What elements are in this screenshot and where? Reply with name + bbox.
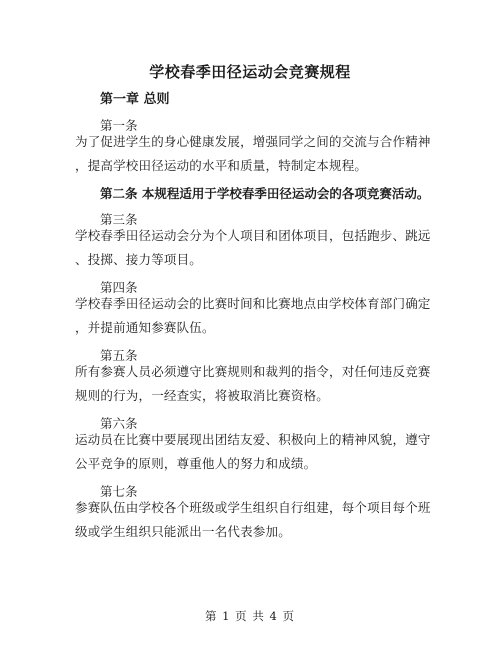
article-1-line-1: 为了促进学生的身心健康发展，增强同学之间的交流与合作精神 [75,134,431,149]
article-4-line-2: ，并提前通知参赛队伍。 [75,320,215,335]
article-4-text [75,292,431,340]
article-6-label: 第六条 [100,416,138,431]
article-7-line-2: 级或学生组织只能派出一名代表参加。 [75,524,291,539]
article-5-label: 第五条 [100,348,138,363]
chapter-heading: 第一章 总则 [100,92,170,107]
article-2-label: 第二条 本规程适用于学校春季田径运动会的各项竞赛活动。 [100,186,430,201]
article-7-line-1: 参赛队伍由学校各个班级或学生组织自行组建，每个项目每个班 [75,500,431,515]
article-5-line-2: 规则的行为，一经查实，将被取消比赛资格。 [75,388,330,403]
article-3-label: 第三条 [100,212,138,227]
article-3-line-1: 学校春季田径运动会分为个人项目和团体项目，包括跑步、跳远 [75,228,431,243]
article-5-text [75,360,431,408]
page-footer: 第 1 页 共 4 页 [205,609,295,623]
article-6-line-2: 公平竞争的原则，尊重他人的努力和成绩。 [75,456,317,471]
article-6-text [75,428,431,476]
article-1-line-2: ，提高学校田径运动的水平和质量，特制定本规程。 [75,158,368,173]
document-title: 学校春季田径运动会竞赛规程 [149,63,351,81]
article-3-text [75,224,431,272]
article-5-line-1: 所有参赛人员必须遵守比赛规则和裁判的指令，对任何违反竞赛 [75,364,431,379]
article-4-line-1: 学校春季田径运动会的比赛时间和比赛地点由学校体育部门确定 [75,296,431,311]
article-7-text [75,496,431,544]
article-4-label: 第四条 [100,280,138,295]
article-7-label: 第七条 [100,484,138,499]
article-1-text [75,130,431,178]
article-1-label: 第一条 [100,118,138,133]
article-3-line-2: 、投掷、接力等项目。 [75,252,203,267]
article-6-line-1: 运动员在比赛中要展现出团结友爱、积极向上的精神风貌，遵守 [75,432,431,447]
